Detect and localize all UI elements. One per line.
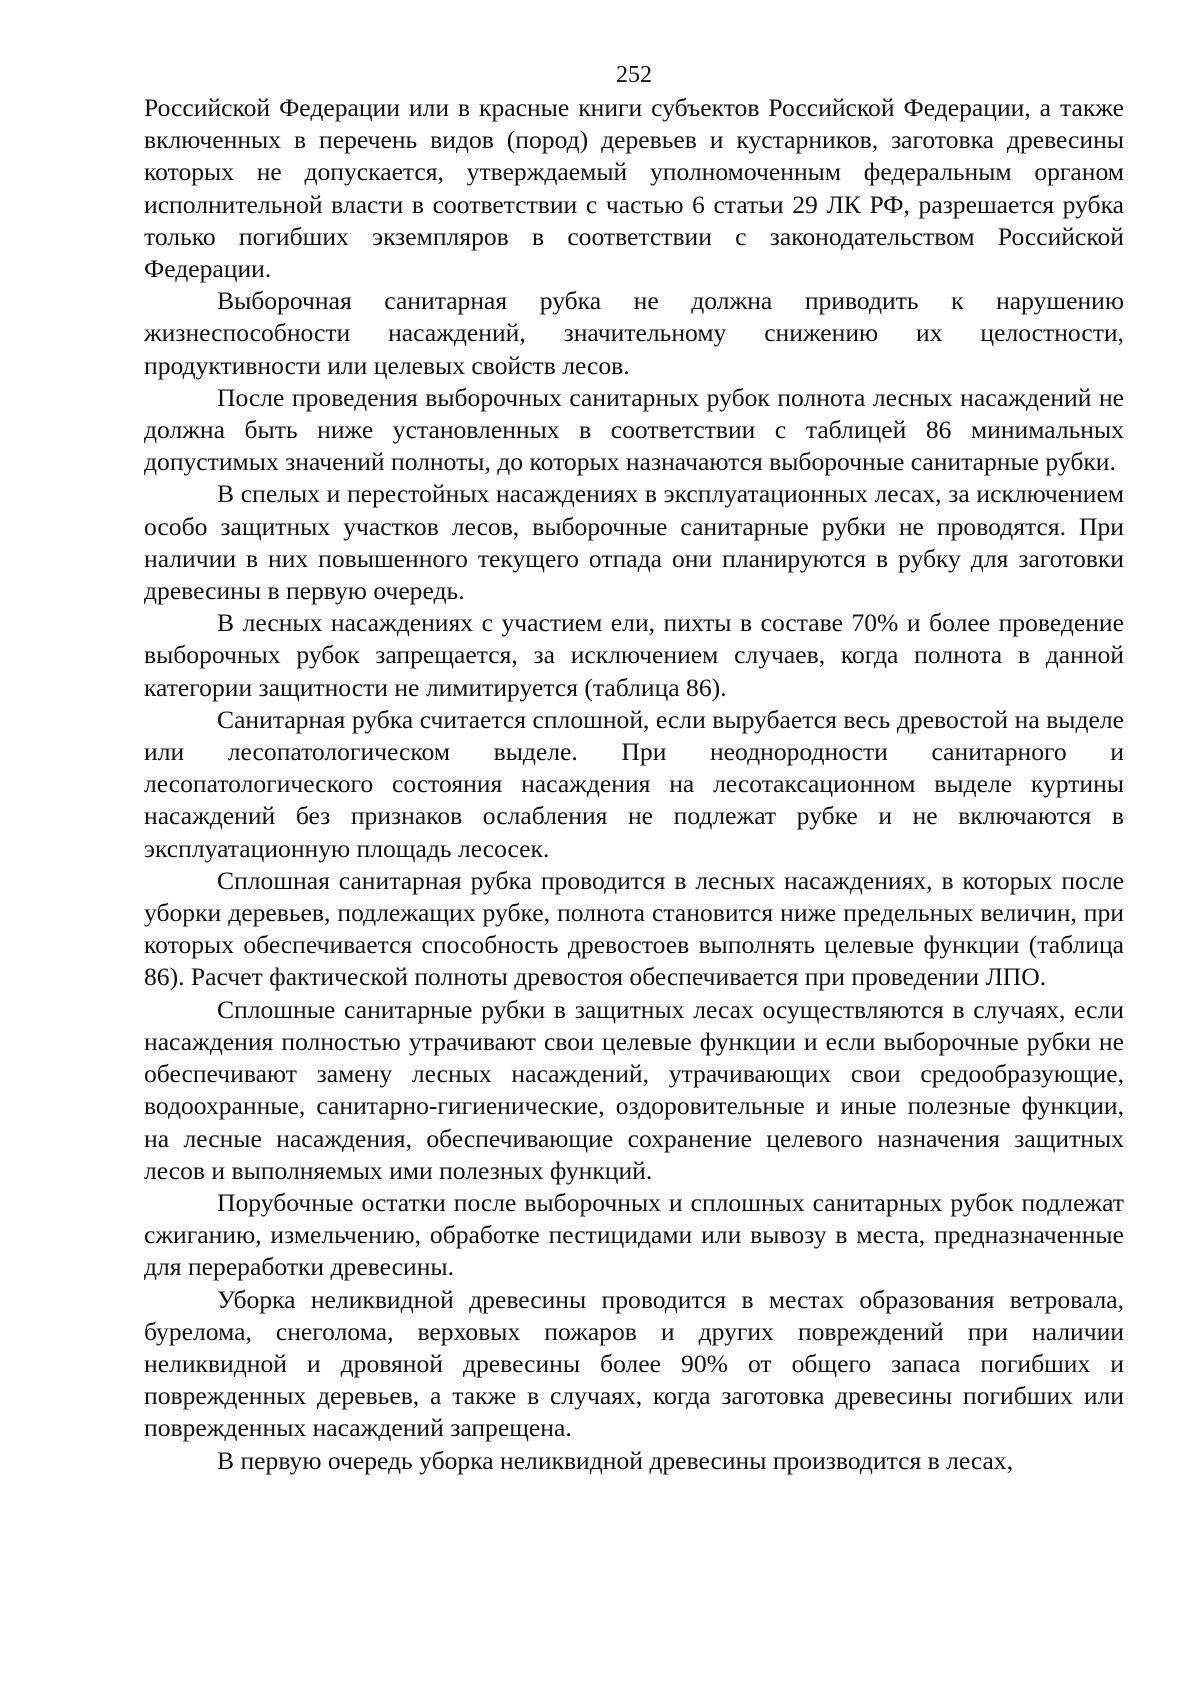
paragraph: После проведения выборочных санитарных рубок полнота лесных насаждений не должна быть ниже установленных в соответствии с таблицей 86 минимальных допустимых значений полноты, до которых назначаются выборочные санитарные рубки. [144, 382, 1124, 477]
paragraph-continuation: Российской Федерации или в красные книги субъектов Российской Федерации, а также включенных в перечень видов (пород) деревьев и кустарников, заготовка древесины которых не допускается, утверждаемый уполномоченным федеральным органом исполнительной власти в соответствии с частью 6 статьи 29 ЛК РФ, разрешается рубка только погибших экземпляров в соответствии с законодательством Российской Федерации. [144, 93, 1124, 284]
document-page [144, 62, 1124, 1477]
paragraph: В лесных насаждениях с участием ели, пихты в составе 70% и более проведение выборочных рубок запрещается, за исключением случаев, когда полнота в данной категории защитности не лимитируется (таблица 86). [144, 608, 1124, 702]
paragraph: Выборочная санитарная рубка не должна приводить к нарушению жизнеспособности насаждений, значительному снижению их целостности, продуктивности или целевых свойств лесов. [144, 286, 1124, 380]
paragraph: Уборка неликвидной древесины проводится в местах образования ветровала, бурелома, снеголома, верховых пожаров и других повреждений при наличии неликвидной и дровяной древесины более 90% от общего запаса погибших и поврежденных деревьев, а также в случаях, когда заготовка древесины погибших или поврежденных насаждений запрещена. [144, 1284, 1124, 1443]
paragraph: Сплошная санитарная рубка проводится в лесных насаждениях, в которых после уборки деревьев, подлежащих рубке, полнота становится ниже предельных величин, при которых обеспечивается способность древостоев выполнять целевые функции (таблица 86). Расчет фактической полноты древостоя обеспечивается при проведении ЛПО. [144, 865, 1124, 992]
paragraph: Санитарная рубка считается сплошной, если вырубается весь древостой на выделе или лесопатологическом выделе. При неоднородности санитарного и лесопатологического состояния насаждения на лесотаксационном выделе куртины насаждений без признаков ослабления не подлежат рубке и не включаются в эксплуатационную площадь лесосек. [144, 704, 1124, 863]
paragraph: В спелых и перестойных насаждениях в эксплуатационных лесах, за исключением особо защитных участков лесов, выборочные санитарные рубки не проводятся. При наличии в них повышенного текущего отпада они планируются в рубку для заготовки древесины в первую очередь. [144, 479, 1124, 606]
paragraph: Порубочные остатки после выборочных и сплошных санитарных рубок подлежат сжиганию, измельчению, обработке пестицидами или вывозу в места, предназначенные для переработки древесины. [144, 1187, 1124, 1282]
paragraph: Сплошные санитарные рубки в защитных лесах осуществляются в случаях, если насаждения полностью утрачивают свои целевые функции и если выборочные рубки не обеспечивают замену лесных насаждений, утрачивающих свои средообразующие, водоохранные, санитарно-гигиенические, оздоровительные и иные полезные функции, на лесные насаждения, обеспечивающие сохранение целевого назначения защитных лесов и выполняемых ими полезных функций. [144, 994, 1124, 1185]
paragraph-last: В первую очередь уборка неликвидной древесины производится в лесах, [217, 1445, 1014, 1475]
page-number: 252 [616, 62, 652, 88]
